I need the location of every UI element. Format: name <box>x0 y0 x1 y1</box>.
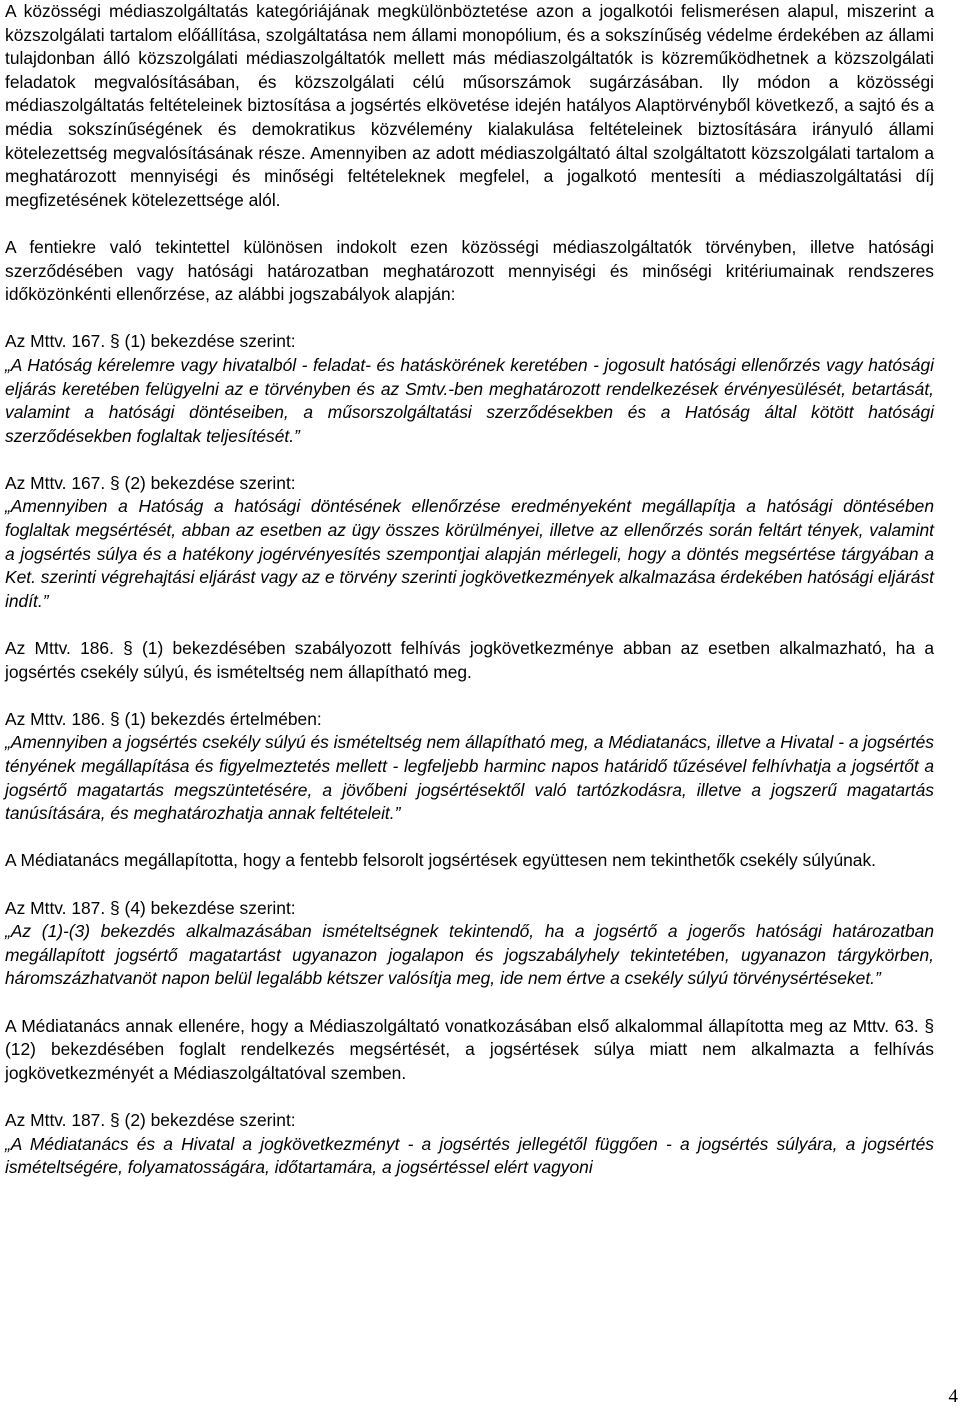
citation-heading-167-2: Az Mttv. 167. § (2) bekezdése szerint: <box>5 472 296 493</box>
citation-heading-187-4: Az Mttv. 187. § (4) bekezdése szerint: <box>5 897 296 918</box>
paragraph-considerations: A fentiekre való tekintettel különösen indokolt ezen közösségi médiaszolgáltatók törvényben, illetve hatósági szerződésében vagy hatósági határozatban meghatározott mennyiségi és minőségi kritériumainak rendszeres időközönkénti ellenőrzése, az alábbi jogszabályok alapján: <box>5 236 934 305</box>
paragraph-not-minor: A Médiatanács megállapította, hogy a fentebb felsorolt jogsértések együttesen nem tekinthetők csekély súlyúnak. <box>5 850 877 871</box>
quote-186-1: „Amennyiben a jogsértés csekély súlyú és ismételtség nem állapítható meg, a Médiatanács, illetve a Hivatal - a jogsértés tényének megállapítása és figyelmeztetés mellett - legfeljebb harminc napos határidő tűzésével felhívhatja a jogsértőt a jogsértő magatartás megszüntetésére, a jövőbeni jogsértésektől való tartózkodásra, illetve a jogszerű magatartás tanúsítására, és meghatározhatja annak feltételeit.” <box>5 732 934 824</box>
citation-heading-167-1: Az Mttv. 167. § (1) bekezdése szerint: <box>5 331 296 352</box>
paragraph-gap <box>5 684 934 708</box>
paragraph-community-media: A közösségi médiaszolgáltatás kategóriájának megkülönböztetése azon a jogalkotói felismerésen alapul, miszerint a közszolgálati tartalom előállítása, szolgáltatása nem állami monopólium, és a sokszínűség védelme érdekében az állami tulajdonban álló közszolgálati médiaszolgáltatók mellett más médiaszolgáltatók is közreműködhetnek a közszolgálati feladatok megvalósításában, és közszolgálati célú műsorszámok sugárzásában. Ily módon a közösségi médiaszolgáltatás feltételeinek biztosítása a jogsértés elkövetése idején hatályos Alaptörvényből következő, a sajtó és a média sokszínűségének és demokratikus közvélemény kialakulása feltételeinek biztosítására irányuló állami kötelezettség megvalósításának része. Amennyiben az adott médiaszolgáltató által szolgáltatott közszolgálati tartalom a meghatározott mennyiségi és minőségi feltételeknek megfelel, a jogalkotó mentesíti a médiaszolgáltatási díj megfizetésének kötelezettsége alól. <box>5 1 934 210</box>
quote-187-2: „A Médiatanács és a Hivatal a jogkövetkezményt - a jogsértés jellegétől függően - a jogsértés súlyára, a jogsértés ismételtségére, folyamatosságára, időtartamára, a jogsértéssel elért vagyoni <box>5 1133 934 1178</box>
document-page <box>5 0 934 1180</box>
citation-heading-186-1: Az Mttv. 186. § (1) bekezdés értelmében: <box>5 708 322 729</box>
paragraph-186-summons: Az Mttv. 186. § (1) bekezdésében szabályozott felhívás jogkövetkezménye abban az esetben alkalmazható, ha a jogsértés csekély súlyú, és ismételtség nem állapítható meg. <box>5 638 934 682</box>
paragraph-gap <box>5 873 934 897</box>
quote-167-2: „Amennyiben a Hatóság a hatósági döntésének ellenőrzése eredményeként megállapítja a hatósági döntésében foglaltak megsértését, abban az esetben az ügy összes körülményei, illetve az ellenőrzés során feltárt tények, valamint a jogsértés súlya és a hatékony jogérvényesítés szempontjai alapján mérlegeli, hogy a döntés megsértése tárgyában a Ket. szerinti végrehajtási eljárást vagy az e törvény szerinti jogkövetkezmények alkalmazása érdekében hatósági eljárást indít.” <box>5 496 934 611</box>
paragraph-gap <box>5 826 934 850</box>
paragraph-gap <box>5 212 934 236</box>
paragraph-gap <box>5 991 934 1015</box>
paragraph-first-occasion: A Médiatanács annak ellenére, hogy a Médiaszolgáltató vonatkozásában első alkalommal állapította meg az Mttv. 63. § (12) bekezdésében foglalt rendelkezés megsértését, a jogsértések súlya miatt nem alkalmazta a felhívás jogkövetkezményét a Médiaszolgáltatóval szemben. <box>5 1015 934 1083</box>
paragraph-gap <box>5 307 934 331</box>
paragraph-gap <box>5 613 934 637</box>
paragraph-gap <box>5 448 934 472</box>
quote-167-1: „A Hatóság kérelemre vagy hivatalból - feladat- és hatáskörének keretében - jogosult hatósági ellenőrzés vagy hatósági eljárás keretében felügyelni az e törvényben és az Smtv.-ben meghatározott rendelkezések érvényesülését, betartását, valamint a hatósági döntéseiben, a műsorszolgáltatási szerződésekben és a Hatóság által kötött hatósági szerződésekben foglaltak teljesítését.” <box>5 354 934 446</box>
paragraph-gap <box>5 1085 934 1109</box>
quote-187-4: „Az (1)-(3) bekezdés alkalmazásában ismételtségnek tekintendő, ha a jogsértő a jogerős hatósági határozatban megállapított jogsértő magatartást ugyanazon jogalapon és jogszabályhely tekintetében, ugyanazon tárgykörben, háromszázhatvanöt napon belül legalább kétszer valósítja meg, ide nem értve a csekély súlyú törvénysértéseket.” <box>5 921 934 989</box>
citation-heading-187-2: Az Mttv. 187. § (2) bekezdése szerint: <box>5 1109 296 1130</box>
page-number: 4 <box>948 1386 958 1407</box>
